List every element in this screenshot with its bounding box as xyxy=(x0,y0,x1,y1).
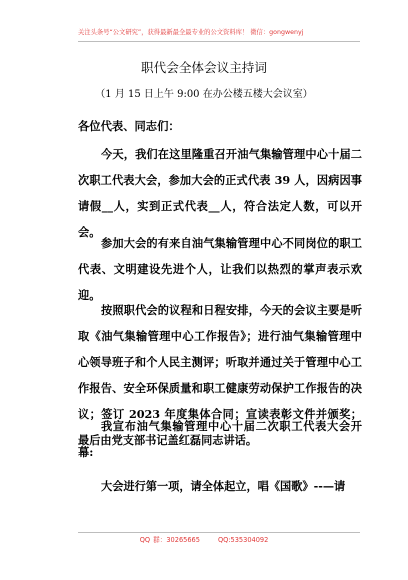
document-subtitle: （1 月 15 日上午 9:00 在办公楼五楼大会议室） xyxy=(95,89,313,100)
footer-divider xyxy=(78,532,360,533)
header-banner: 关注头条号“公文研究”，获得最新最全最专业的公文资料库！ 微信：gongwenyj xyxy=(78,29,304,36)
paragraph-agenda: 按照职代会的议程和日程安排，今天的会议主要是听取《油气集输管理中心工作报告》；进行油气集输管理中心领导班子和个人民主测评；听取并通过关于管理中心工作报告、安全环保质量和职工健康劳动保护工作报告的决议；签订 2023 年度集体合同；宣读表彰文件并颁奖；最后由党支部书记盖红磊同志讲话。 xyxy=(78,303,362,447)
footer-contacts xyxy=(0,535,408,545)
footer-qq: QQ:535304092 xyxy=(217,536,269,544)
greeting: 各位代表、同志们： xyxy=(78,119,180,133)
footer-qq-group: QQ 群：30265665 xyxy=(139,536,200,544)
document-title: 职代会全体会议主持词 xyxy=(141,60,267,75)
paragraph-first-item: 大会进行第一项，请全体起立，唱《国歌》--—请 xyxy=(101,479,346,493)
paragraph-announcement: 我宣布油气集输管理中心十届二次职工代表大会开幕: xyxy=(78,419,362,459)
header-divider xyxy=(78,41,360,42)
paragraph-welcome: 参加大会的有来自油气集输管理中心不同岗位的职工代表、文明建设先进个人，让我们以热烈的掌声表示欢迎。 xyxy=(78,236,362,302)
paragraph-opening: 今天，我们在这里隆重召开油气集输管理中心十届二次职工代表大会，参加大会的正式代表 39 人，因病因事请假__人，实到正式代表__人，符合法定人数，可以开会。 xyxy=(78,147,362,239)
